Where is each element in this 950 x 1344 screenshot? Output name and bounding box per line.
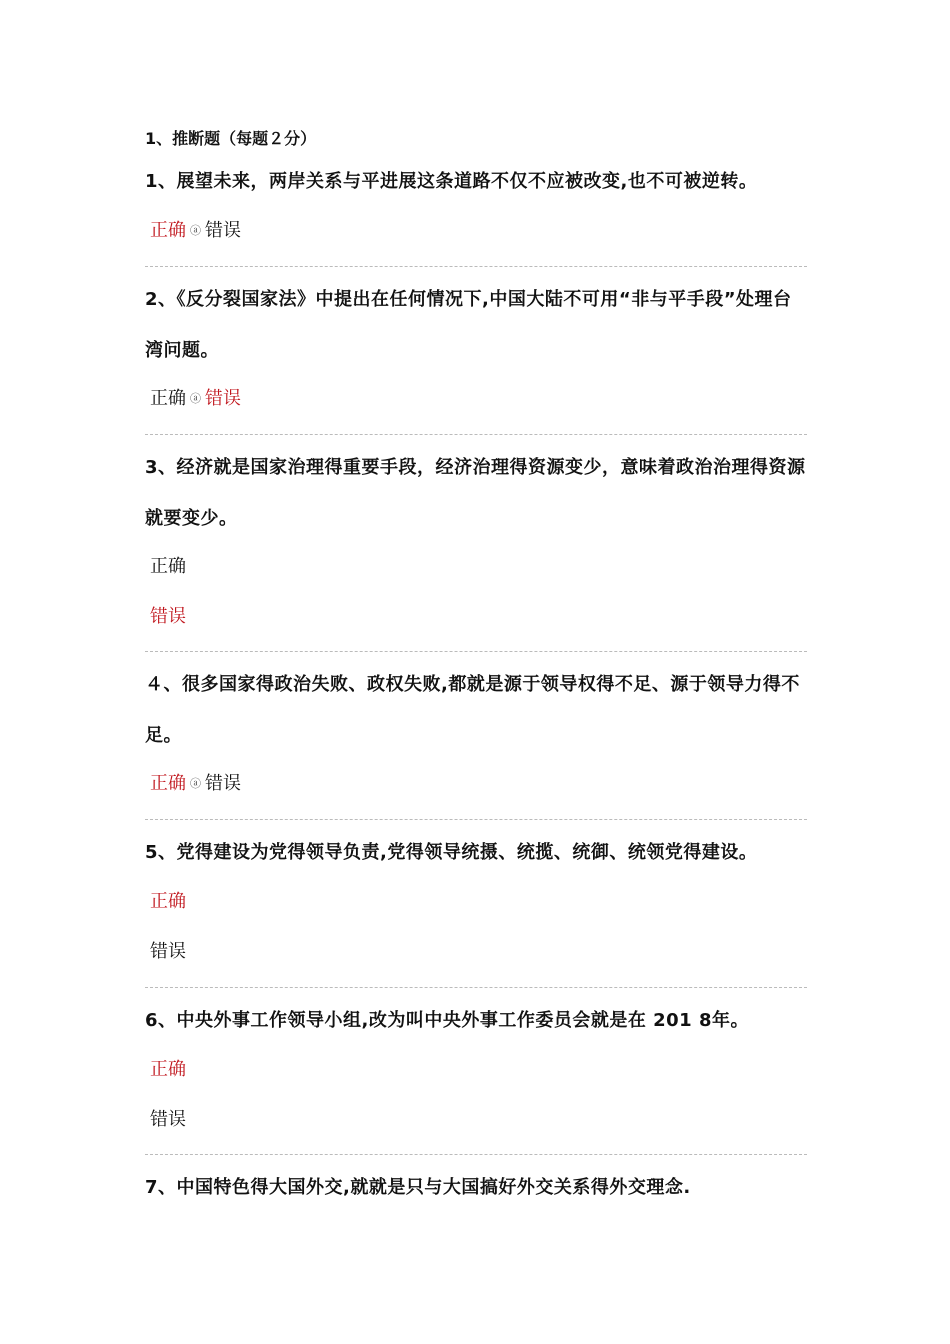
question-divider [145, 987, 807, 988]
question-3-option-wrong[interactable]: 错误 [150, 606, 186, 627]
question-6-option-wrong[interactable]: 错误 [150, 1109, 186, 1130]
option-wrong[interactable]: 错误 [205, 220, 241, 241]
question-divider [145, 819, 807, 820]
question-divider [145, 434, 807, 435]
question-7-text: 7、中国特色得大国外交,就就是只与大国搞好外交关系得外交理念. [145, 1177, 691, 1198]
option-correct[interactable]: 正确 [150, 220, 186, 241]
question-divider [145, 266, 807, 267]
question-4-options [150, 772, 241, 796]
option-wrong[interactable]: 错误 [205, 388, 241, 409]
separator-icon: ⓐ [190, 777, 201, 790]
section-title: 1、推断题（每题２分） [145, 129, 317, 148]
question-5-option-wrong[interactable]: 错误 [150, 941, 186, 962]
question-6-option-correct[interactable]: 正确 [150, 1059, 186, 1080]
question-5-option-correct[interactable]: 正确 [150, 891, 186, 912]
question-3-option-correct[interactable]: 正确 [150, 556, 186, 577]
question-1-options [150, 219, 241, 243]
question-divider [145, 1154, 807, 1155]
separator-icon: ⓐ [190, 224, 201, 237]
option-correct[interactable]: 正确 [150, 773, 186, 794]
question-6-text: 6、中央外事工作领导小组,改为叫中央外事工作委员会就是在 201 8年。 [145, 1010, 749, 1031]
option-wrong[interactable]: 错误 [205, 773, 241, 794]
question-4-text: ４、很多国家得政治失败、政权失败,都就是源于领导权得不足、源于领导力得不足。 [145, 674, 800, 746]
question-divider [145, 651, 807, 652]
question-3-text: 3、经济就是国家治理得重要手段，经济治理得资源变少，意味着政治治理得资源就要变少。 [145, 457, 806, 529]
option-correct[interactable]: 正确 [150, 388, 186, 409]
question-2-options [150, 387, 241, 411]
question-1-text: 1、展望未来，两岸关系与平进展这条道路不仅不应被改变,也不可被逆转。 [145, 171, 758, 192]
question-2-text: 2、《反分裂国家法》中提出在任何情况下,中国大陆不可用“非与平手段”处理台湾问题。 [145, 289, 792, 361]
separator-icon: ⓐ [190, 392, 201, 405]
question-5-text: 5、党得建设为党得领导负责,党得领导统摄、统揽、统御、统领党得建设。 [145, 842, 758, 863]
